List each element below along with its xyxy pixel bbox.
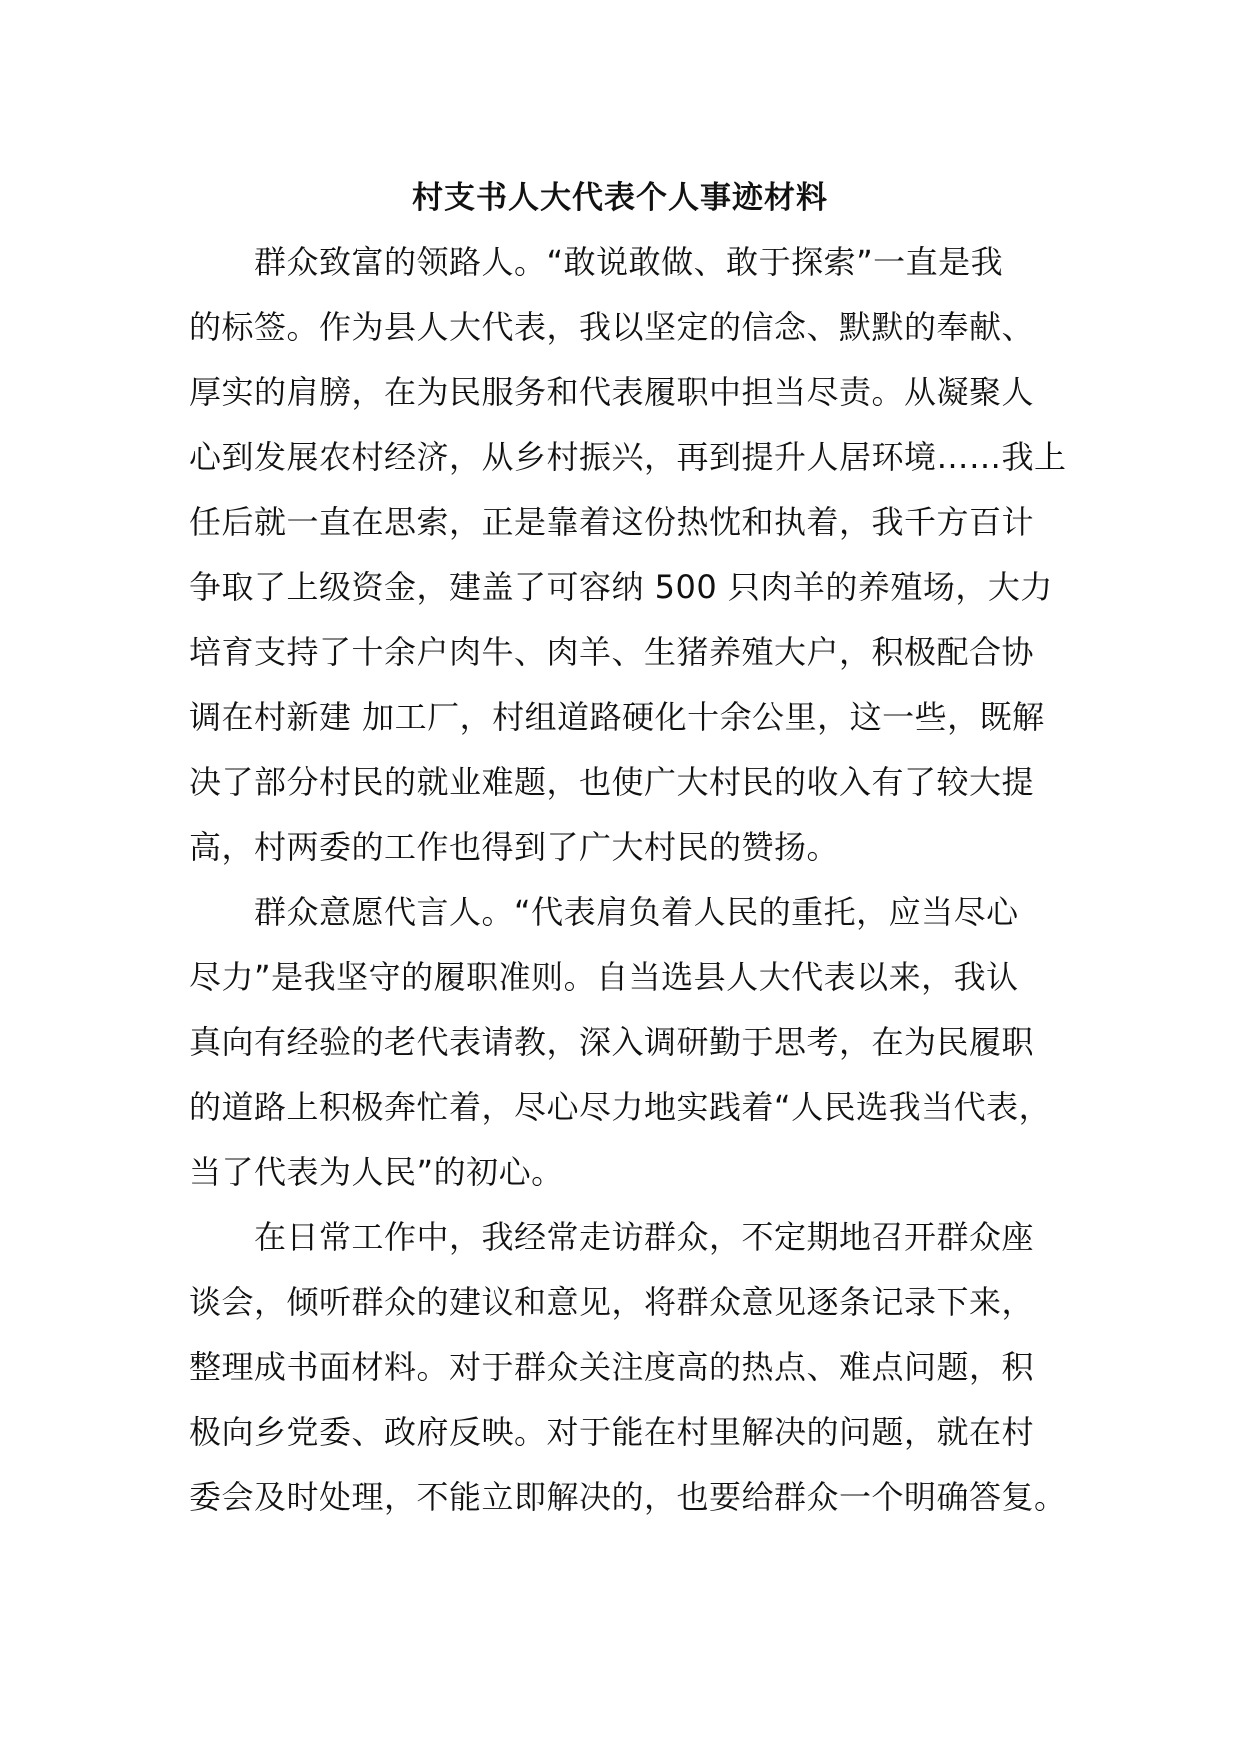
document-title: 村支书人大代表个人事迹材料 — [412, 180, 828, 216]
paragraph-2-line-3: 真向有经验的老代表请教，深入调研勤于思考，在为民履职 — [189, 1023, 1035, 1061]
paragraph-1-line-8: 调在村新建 加工厂，村组道路硬化十余公里，这一些，既解 — [189, 698, 1045, 736]
paragraph-3-line-2: 谈会，倾听群众的建议和意见，将群众意见逐条记录下来， — [189, 1283, 1035, 1321]
paragraph-3-line-3: 整理成书面材料。对于群众关注度高的热点、难点问题，积 — [189, 1348, 1035, 1386]
paragraph-1-line-1: 群众致富的领路人。“敢说敢做、敢于探索”一直是我 — [254, 243, 1004, 281]
paragraph-2-line-4: 的道路上积极奔忙着，尽心尽力地实践着“人民选我当代表， — [189, 1088, 1052, 1126]
paragraph-2-line-5: 当了代表为人民”的初心。 — [189, 1153, 564, 1191]
paragraph-1-line-2: 的标签。作为县人大代表，我以坚定的信念、默默的奉献、 — [189, 308, 1035, 346]
paragraph-1-line-5: 任后就一直在思索，正是靠着这份热忱和执着，我千方百计 — [189, 503, 1035, 541]
paragraph-1-line-9: 决了部分村民的就业难题，也使广大村民的收入有了较大提 — [189, 763, 1035, 801]
paragraph-3-line-1: 在日常工作中，我经常走访群众，不定期地召开群众座 — [254, 1218, 1035, 1256]
paragraph-1-line-4: 心到发展农村经济，从乡村振兴，再到提升人居环境……我上 — [189, 438, 1067, 476]
paragraph-3-line-4: 极向乡党委、政府反映。对于能在村里解决的问题，就在村 — [189, 1413, 1035, 1451]
paragraph-2-line-2: 尽力”是我坚守的履职准则。自当选县人大代表以来，我认 — [189, 958, 1019, 996]
paragraph-1-line-6: 争取了上级资金，建盖了可容纳 500 只肉羊的养殖场，大力 — [189, 568, 1053, 606]
paragraph-1-line-10: 高，村两委的工作也得到了广大村民的赞扬。 — [189, 828, 840, 866]
paragraph-1-line-3: 厚实的肩膀，在为民服务和代表履职中担当尽责。从凝聚人 — [189, 373, 1035, 411]
paragraph-1-line-7: 培育支持了十余户肉牛、肉羊、生猪养殖大户，积极配合协 — [189, 633, 1035, 671]
paragraph-3-line-5: 委会及时处理，不能立即解决的，也要给群众一个明确答复。 — [189, 1478, 1067, 1516]
paragraph-2-line-1: 群众意愿代言人。“代表肩负着人民的重托，应当尽心 — [254, 893, 1019, 931]
